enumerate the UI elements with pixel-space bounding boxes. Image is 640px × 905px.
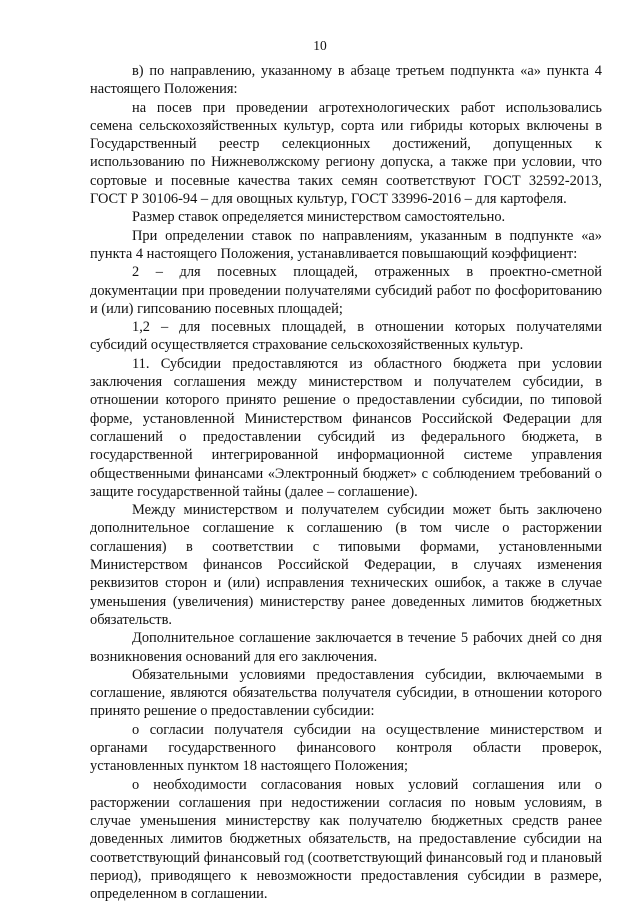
paragraph-new-conditions: о необходимости согласования новых условий соглашения или о расторжении соглашения при недостижении согласия по новым условиям, в случае уменьшения министерству как получателю бюджетных средств ранее доведенных лимитов бюджетных обязательств, на предоставление субсидии на соответствующий финансовый год (соответствующий финансовый год и плановый период), приводящего к невозможности предоставления субсидии в размере, определенном в соглашении. — [90, 776, 602, 903]
paragraph-rate-size: Размер ставок определяется министерством самостоятельно. — [132, 209, 506, 226]
paragraph-agreement-term: Дополнительное соглашение заключается в течение 5 рабочих дней со дня возникновения оснований для его заключения. — [90, 630, 602, 665]
page-number: 10 — [313, 38, 327, 53]
paragraph-coefficient-2: 2 – для посевных площадей, отраженных в проектно-сметной документации при проведении получателями субсидий работ по фосфоритованию и (или) гипсованию посевных площадей; — [90, 264, 602, 317]
document-body — [90, 62, 602, 904]
paragraph-seed-condition: на посев при проведении агротехнологических работ использовались семена сельскохозяйственных культур, сорта или гибриды которых включены в Государственный реестр селекционных достижений, допущенных к использованию по Нижневолжскому региону допуска, а также при условии, что сортовые и посевные качества таких семян соответствуют ГОСТ 32592-2013, ГОСТ Р 30106-94 – для овощных культур, ГОСТ 33996-2016 – для картофеля. — [90, 99, 602, 208]
paragraph-mandatory-conditions: Обязательными условиями предоставления субсидии, включаемыми в соглашение, являются обязательства получателя субсидии, в отношении которого принято решение о предоставлении субсидии: — [90, 666, 602, 720]
paragraph-consent-inspections: о согласии получателя субсидии на осуществление министерством и органами государственного финансового контроля области проверок, установленных пунктом 18 настоящего Положения; — [90, 721, 602, 775]
paragraph-coefficient-1-2: 1,2 – для посевных площадей, в отношении которых получателями субсидий осуществляется страхование сельскохозяйственных культур. — [90, 319, 602, 354]
paragraph-direction-v: в) по направлению, указанному в абзаце третьем подпункта «а» пункта 4 настоящего Положения: — [90, 63, 602, 98]
paragraph-clause-11: 11. Субсидии предоставляются из областного бюджета при условии заключения соглашения между министерством и получателем субсидии, в отношении которого принято решение о предоставлении субсидии, по типовой форме, установленной Министерством финансов Российской Федерации для соглашений о предоставлении субсидий из федерального бюджета, в государственной интегрированной информационной системе управления общественными финансами «Электронный бюджет» с соблюдением требований о защите государственной тайны (далее – соглашение). — [90, 355, 602, 500]
paragraph-coefficient-intro: При определении ставок по направлениям, указанным в подпункте «а» пункта 4 настоящего Положения, устанавливается повышающий коэффициент: — [90, 227, 602, 262]
paragraph-additional-agreement: Между министерством и получателем субсидии может быть заключено дополнительное соглашение к соглашению (в том числе о расторжении соглашения) в соответствии с типовыми формами, установленными Министерством финансов Российской Федерации, в случаях изменения реквизитов сторон и (или) исправления технических ошибок, а также в случае уменьшения (увеличения) министерству ранее доведенных лимитов бюджетных обязательств. — [90, 502, 602, 628]
